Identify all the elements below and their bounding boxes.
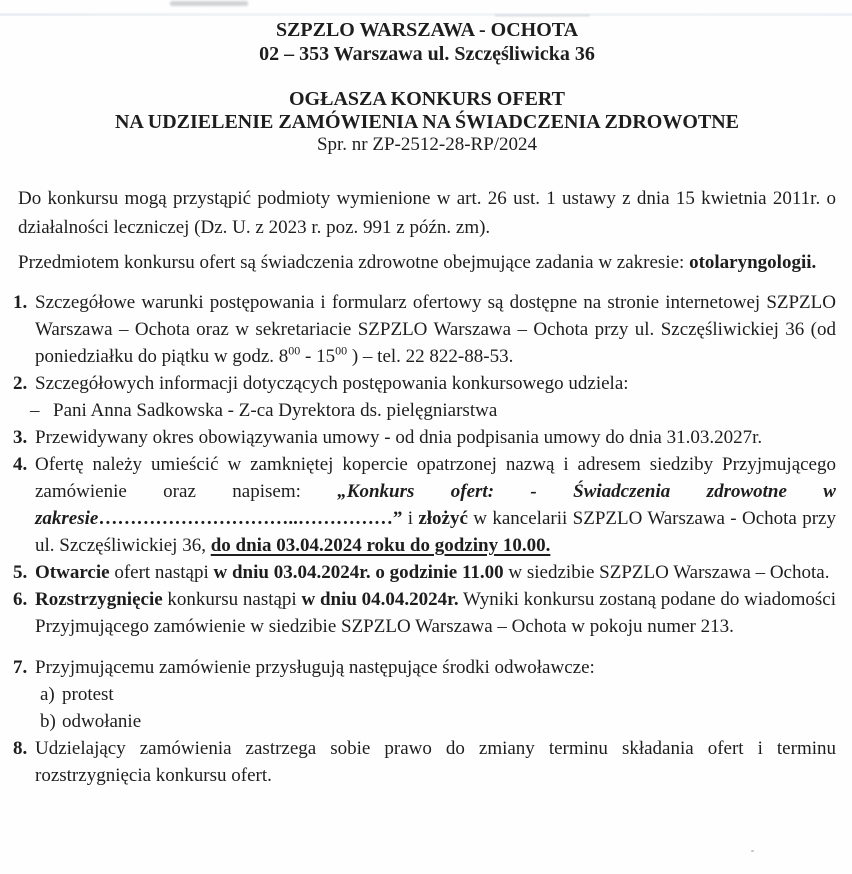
appeal-b-text: odwołanie xyxy=(62,711,142,732)
list-item-5-text xyxy=(35,559,836,586)
org-address: 02 – 353 Warszawa ul. Szczęśliwicka 36 xyxy=(259,43,595,65)
conditions-list xyxy=(13,289,836,789)
list-item-7-number: 7. xyxy=(13,657,28,678)
item6-text-a: konkursu nastąpi xyxy=(162,589,302,610)
announcement-title-line2: NA UDZIELENIE ZAMÓWIENIA NA ŚWIADCZENIA ZDROWOTNE xyxy=(114,111,739,133)
contact-person-row xyxy=(30,397,836,424)
item2-text: Szczegółowych informacji dotyczących postępowania konkursowego udziela: xyxy=(35,373,629,394)
scan-artifact-speck xyxy=(751,850,754,852)
item1-text-c: ) – tel. 22 822-88-53. xyxy=(347,346,514,367)
list-item-1 xyxy=(13,289,836,370)
item5-bold-a: Otwarcie xyxy=(35,562,110,583)
intro-paragraph-2-text: Przedmiotem konkursu ofert są świadczenia zdrowotne obejmujące zadania w zakresie: xyxy=(18,252,690,273)
item4-bold-word: złożyć xyxy=(418,508,468,529)
item1-text-a: Szczegółowe warunki postępowania i formularz ofertowy są dostępne na stronie internetowej SZPZLO Warszawa – Ochota oraz w sekretariacie SZPZLO Warszawa – Ochota przy ul. Szczęśliwickiej 36 (od poniedziałku do piątku w godz. 8 xyxy=(35,292,836,367)
list-item-5-number: 5. xyxy=(13,562,28,583)
list-item-4-number: 4. xyxy=(13,454,28,475)
item1-hours-open-sup: 00 xyxy=(288,343,301,358)
list-item-6-text xyxy=(35,586,836,640)
intro-paragraph-1: Do konkursu mogą przystąpić podmioty wymienione w art. 26 ust. 1 ustawy z dnia 15 kwietnia 2011r. o działalności leczniczej (Dz. U. z 2023 r. poz. 991 z późn. zm). xyxy=(18,188,836,238)
appeal-a-label: a) xyxy=(40,684,55,705)
list-item-1-text xyxy=(35,289,836,370)
item6-text-b: Wyniki konkursu zostaną podane do wiadomości Przyjmującego zamówienie w siedzibie SZPZLO Warszawa – Ochota w pokoju numer 213. xyxy=(35,589,836,637)
item1-hours-close-sup: 00 xyxy=(335,343,348,358)
item7-text: Przyjmującemu zamówienie przysługują następujące środki odwoławcze: xyxy=(35,657,595,678)
dash-bullet: – xyxy=(30,400,40,421)
list-item-3 xyxy=(13,424,836,451)
list-item-2-text xyxy=(30,370,836,424)
dotted-blank-line: …………………………..……………” xyxy=(98,508,403,529)
submission-deadline: do dnia 03.04.2024 roku do godziny 10.00. xyxy=(210,535,551,556)
list-item-5 xyxy=(13,559,836,586)
list-item-3-number: 3. xyxy=(13,427,28,448)
item6-bold-a: Rozstrzygnięcie xyxy=(35,589,163,610)
org-name: SZPZLO WARSZAWA - OCHOTA xyxy=(275,19,579,41)
list-item-2-number: 2. xyxy=(13,373,28,394)
resolution-date: w dniu 04.04.2024r. xyxy=(301,589,459,610)
announcement-title-line1: OGŁASZA KONKURS OFERT xyxy=(288,88,565,110)
list-item-4-text xyxy=(35,451,836,559)
list-item-4 xyxy=(13,451,836,559)
appeal-b-label: b) xyxy=(40,711,56,732)
list-item-6 xyxy=(13,586,836,640)
list-item-1-number: 1. xyxy=(13,292,28,313)
list-item-3-text: Przewidywany okres obowiązywania umowy - od dnia podpisania umowy do dnia 31.03.2027r. xyxy=(35,427,763,448)
item4-text-c: w kancelarii SZPZLO Warszawa - Ochota przy ul. Szczęśliwickiej 36, xyxy=(35,508,836,556)
item5-text-b: w siedzibie SZPZLO Warszawa – Ochota. xyxy=(503,562,830,583)
appeal-a-text: protest xyxy=(62,684,114,705)
envelope-label-quote: „Konkurs ofert: - Świadczenia zdrowotne w zakresie xyxy=(35,481,836,529)
list-item-8-text: Udzielający zamówienia zastrzega sobie prawo do zmiany terminu składania ofert i terminu rozstrzygnięcia konkursu ofert. xyxy=(35,738,836,786)
list-item-2 xyxy=(13,370,836,424)
appeal-option-a xyxy=(35,681,836,708)
item1-text-b: - 15 xyxy=(300,346,336,367)
subject-specialty: otolaryngologii. xyxy=(689,252,817,273)
appeal-option-b xyxy=(35,708,836,735)
list-item-6-number: 6. xyxy=(13,589,28,610)
item5-text-a: ofert nastąpi xyxy=(109,562,214,583)
list-item-8 xyxy=(13,735,836,789)
item4-text-a: Ofertę należy umieścić w zamkniętej kopercie opatrzonej nazwą i adresem siedziby Przyjmującego zamówienie oraz napisem: xyxy=(35,454,836,502)
item4-text-b: i xyxy=(402,508,419,529)
contact-person: Pani Anna Sadkowska - Z-ca Dyrektora ds. pielęgniarstwa xyxy=(53,400,498,421)
list-item-8-number: 8. xyxy=(13,738,28,759)
case-number: Spr. nr ZP-2512-28-RP/2024 xyxy=(316,134,538,155)
list-item-7-text xyxy=(35,654,836,735)
opening-date: w dniu 03.04.2024r. o godzinie 11.00 xyxy=(213,562,504,583)
intro-paragraph-2 xyxy=(18,248,836,277)
list-item-7 xyxy=(13,654,836,735)
